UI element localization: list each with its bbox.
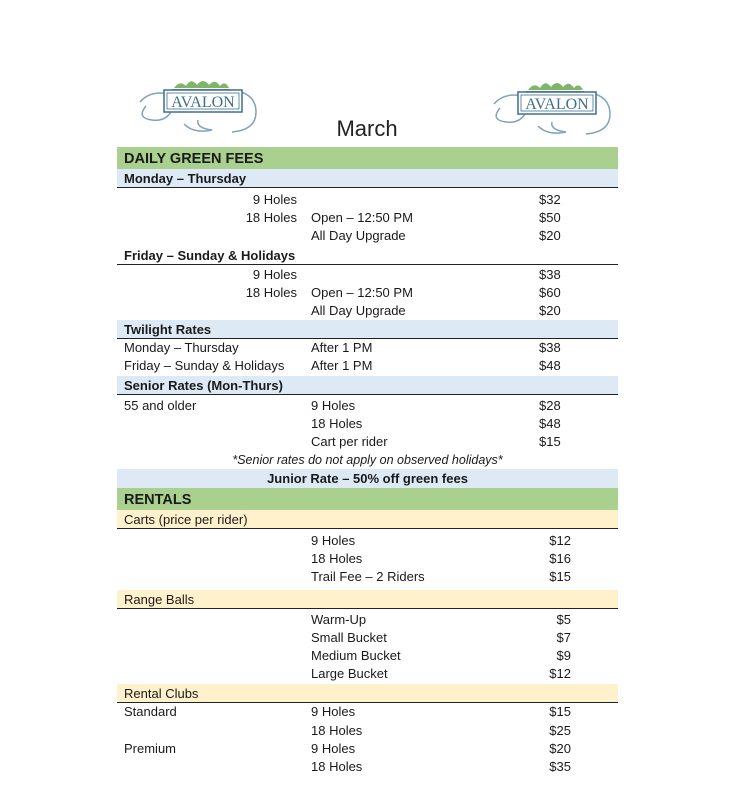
table-row: Medium Bucket $9 [311, 648, 571, 663]
avalon-logo-left [134, 70, 264, 140]
svg-text:AVALON: AVALON [525, 96, 589, 113]
junior-rate: Junior Rate – 50% off green fees [117, 469, 618, 488]
table-row: Trail Fee – 2 Riders $15 [311, 569, 571, 585]
senior-header: Senior Rates (Mon-Thurs) [117, 376, 618, 395]
table-row: 18 Holes $16 [311, 551, 571, 567]
table-row: 18 Holes $48 [311, 415, 561, 431]
table-row: Small Bucket $7 [311, 629, 571, 645]
carts-header: Carts (price per rider) [117, 510, 618, 529]
rentals-header: RENTALS [117, 488, 618, 510]
table-row: All Day Upgrade $20 [311, 228, 561, 244]
rental-clubs-header: Rental Clubs [117, 684, 618, 703]
avalon-logo-icon [134, 70, 264, 140]
table-row: Warm-Up $5 [311, 611, 571, 627]
table-row: 9 Holes $38 [252, 266, 561, 282]
table-row: 18 Holes Open – 12:50 PM $60 [245, 284, 561, 300]
table-row: All Day Upgrade $20 [311, 302, 561, 318]
table-row: 9 Holes $12 [311, 533, 571, 549]
avalon-logo-icon [488, 72, 618, 142]
table-row: 18 Holes $35 [311, 758, 571, 774]
fri-sun-header: Friday – Sunday & Holidays [117, 246, 618, 265]
table-row: Monday – Thursday After 1 PM $38 [124, 340, 561, 356]
table-row: 9 Holes $32 [252, 192, 561, 207]
table-row: 55 and older 9 Holes $28 [124, 397, 561, 413]
daily-green-fees-header: DAILY GREEN FEES [117, 147, 618, 169]
table-row: 18 Holes $25 [311, 722, 571, 738]
senior-note: *Senior rates do not apply on observed holidays* [232, 453, 503, 468]
twilight-header: Twilight Rates [117, 320, 618, 339]
table-row: Standard 9 Holes $15 [124, 704, 571, 720]
table-row: Friday – Sunday & Holidays After 1 PM $48 [124, 358, 561, 374]
range-balls-header: Range Balls [117, 590, 618, 609]
table-row: Large Bucket $12 [311, 666, 571, 682]
month-title: March [336, 116, 398, 141]
svg-text:AVALON: AVALON [171, 94, 235, 111]
rates-table [117, 147, 618, 776]
mon-thu-header: Monday – Thursday [117, 169, 618, 188]
table-row: 18 Holes Open – 12:50 PM $50 [245, 210, 561, 226]
avalon-logo-right [488, 72, 618, 142]
table-row: Cart per rider $15 [311, 433, 561, 449]
table-row: Premium 9 Holes $20 [124, 740, 571, 756]
